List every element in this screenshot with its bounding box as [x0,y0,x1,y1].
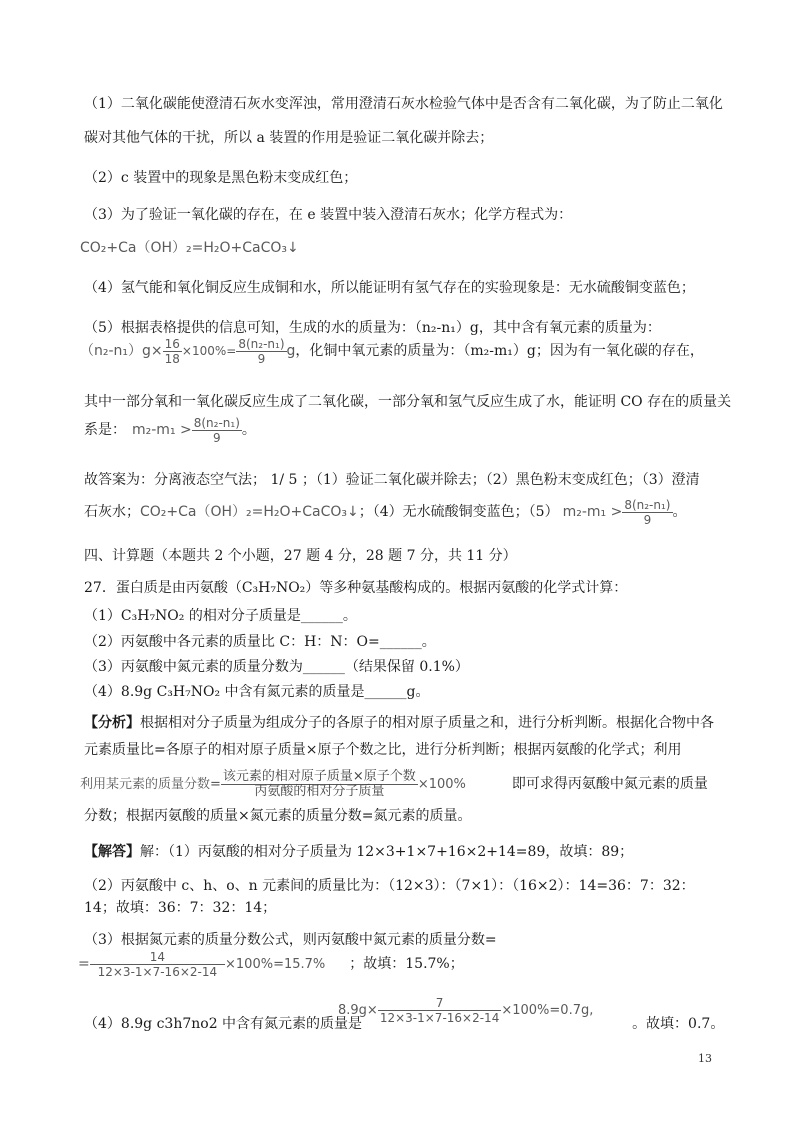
fraction-numerator: 该元素的相对原子质量×原子个数 [222,768,416,784]
chemical-equation: CO₂+Ca（OH）₂=H₂O+CaCO₃↓ [140,504,359,520]
paragraph-text: （4）8.9g c3h7no2 中含有氮元素的质量是 [84,1016,363,1032]
formula-line [84,490,730,534]
formula-part: g [286,343,296,359]
formula-part: ×100%=0.7g, [501,1003,594,1018]
fraction-numerator: 8(n₂-n₁) [193,415,240,430]
paragraph-text: 。 [241,422,256,438]
text-line [84,876,730,896]
question-stem [84,578,730,598]
formula-part: 8.9g× [338,1003,378,1018]
paragraph-text: （1）二氧化碳能使澄清石灰水变浑浊，常用澄清石灰水检验气体中是否含有二氧化碳，为了防止二氧化 [84,96,723,112]
paragraph-text: 四、计算题（本题共 2 个小题，27 题 4 分，28 题 7 分，共 11 分） [84,548,517,564]
paragraph-text: （2）c 装置中的现象是黑色粉末变成红色； [84,170,358,186]
fraction [622,498,672,527]
paragraph-text: （3）根据氮元素的质量分数公式，则丙氨酸中氮元素的质量分数= [84,932,497,948]
section-heading [84,546,730,566]
paragraph-text: 根据相对分子质量为组成分子的各原子的相对原子质量之和，进行分析判断。根据化合物中各 [140,715,714,731]
paragraph-text: 解：（1）丙氨酸的相对分子质量为 12×3+1×7+16×2+14=89，故填：89； [140,844,634,860]
question-item [84,606,730,626]
formula-part: 利用某元素的质量分数= [80,777,221,792]
paragraph-text: ，化铜中氧元素的质量为：（m₂-m₁）g；因为有一氧化碳的存在， [295,343,704,359]
text-line [84,128,730,148]
question-item [84,657,730,677]
fraction-denominator: 12×3-1×7-16×2-14 [379,1010,500,1025]
fraction [90,950,225,979]
text-line [84,94,730,114]
fraction-denominator: 丙氨酸的相对分子质量 [254,783,385,799]
formula-part: （n₂-n₁）g× [80,343,163,359]
formula-line [80,760,730,809]
paragraph-text: （3）为了验证一氧化碳的存在，在 e 装置中装入澄清石灰水；化学方程式为： [84,207,573,223]
formula-part: = [78,956,90,972]
fraction [192,416,242,445]
paragraph-text: 14；故填：36：7：32：14； [84,900,277,916]
paragraph-text: 石灰水； [84,504,140,520]
text-line [84,168,730,188]
paragraph-text: （4）8.9g C₃H₇NO₂ 中含有氮元素的质量是______g。 [84,684,430,700]
paragraph-text: 。 [672,504,687,520]
chemical-equation: CO₂+Ca（OH）₂=H₂O+CaCO₃↓ [80,240,299,256]
formula-line [78,944,730,985]
paragraph-text: ；故填：15.7%； [349,956,464,972]
formula-part: m₂-m₁ > [132,422,192,438]
fraction-numerator: 7 [378,996,502,1011]
paragraph-text: 分数；根据丙氨酸的质量×氮元素的质量分数=氮元素的质量。 [84,808,472,824]
equation-image [80,238,730,258]
text-line [84,898,730,918]
fraction [163,337,182,366]
fraction-denominator: 12×3-1×7-16×2-14 [97,964,218,979]
text-line [84,470,730,490]
analysis-label: 【分析】 [84,715,140,731]
formula-part: ×100%=15.7% [225,957,326,972]
paragraph-text: 27．蛋白质是由丙氨酸（C₃H₇NO₂）等多种氨基酸构成的。根据丙氨酸的化学式计算： [84,580,628,596]
paragraph-text: （4）氢气能和氧化铜反应生成铜和水，所以能证明有氢气存在的实验现象是：无水硫酸铜变蓝色； [84,280,695,296]
formula-part: ×100%= [181,344,237,358]
paragraph-text: 故答案为：分离液态空气法； 1/ 5 ；（1）验证二氧化碳并除去；（2）黑色粉末变成红色；（3）澄清 [84,472,700,488]
formula-line [84,412,730,448]
text-line [84,278,730,298]
paragraph-text: （2）丙氨酸中 c、h、o、n 元素间的质量比为：（12×3）：（7×1）：（16×2）：14=36：7：32： [84,878,695,894]
formula-part: ×100% [417,777,466,792]
paragraph-text: （1）C₃H₇NO₂ 的相对分子质量是______。 [84,608,357,624]
paragraph-text: ；（4）无水硫酸铜变蓝色；（5） [358,504,559,520]
fraction [221,770,418,799]
paragraph-text: 碳对其他气体的干扰，所以 a 装置的作用是验证二氧化碳并除去； [84,130,494,146]
fraction-numerator: 8(n₂-n₁) [624,497,671,512]
formula-part: m₂-m₁ > [562,504,623,520]
fraction-denominator: 9 [213,430,221,445]
fraction [236,337,286,366]
text-line [84,205,730,225]
paragraph-text: 元素质量比=各原子的相对原子质量×原子个数之比，进行分析判断；根据丙氨酸的化学式；利用 [84,742,682,758]
paragraph-text: 。故填：0.7。 [632,1016,725,1032]
text-line [84,806,730,826]
analysis-line [84,713,730,733]
answer-line [84,842,730,862]
paragraph-text: （3）丙氨酸中氮元素的质量分数为______（结果保留 0.1%） [84,659,469,675]
fraction-numerator: 16 [164,336,180,351]
formula-line [80,336,730,366]
page-number: 13 [698,1052,712,1065]
text-line [84,392,730,412]
text-line [84,318,730,338]
paragraph-text: （2）丙氨酸中各元素的质量比 C：H：N：O=______。 [84,634,436,650]
question-item [84,632,730,652]
text-line [84,740,730,760]
fraction-denominator: 9 [643,512,652,527]
fraction-numerator: 14 [90,950,225,965]
fraction-denominator: 18 [164,351,180,366]
paragraph-text: （5）根据表格提供的信息可知，生成的水的质量为：（n₂-n₁）g，其中含有氧元素的质量为： [84,320,661,336]
question-item [84,682,730,702]
paragraph-text: 系是： [84,422,126,438]
paragraph-text: 即可求得丙氨酸中氮元素的质量 [511,776,708,792]
fraction-numerator: 8(n₂-n₁) [238,336,285,351]
paragraph-text: 其中一部分氧和一氧化碳反应生成了二氧化碳，一部分氧和氢气反应生成了水，能证明 CO 存在的质量关 [84,394,732,410]
answer-label: 【解答】 [84,844,140,860]
text-line [84,1014,730,1034]
fraction-denominator: 9 [257,351,266,366]
